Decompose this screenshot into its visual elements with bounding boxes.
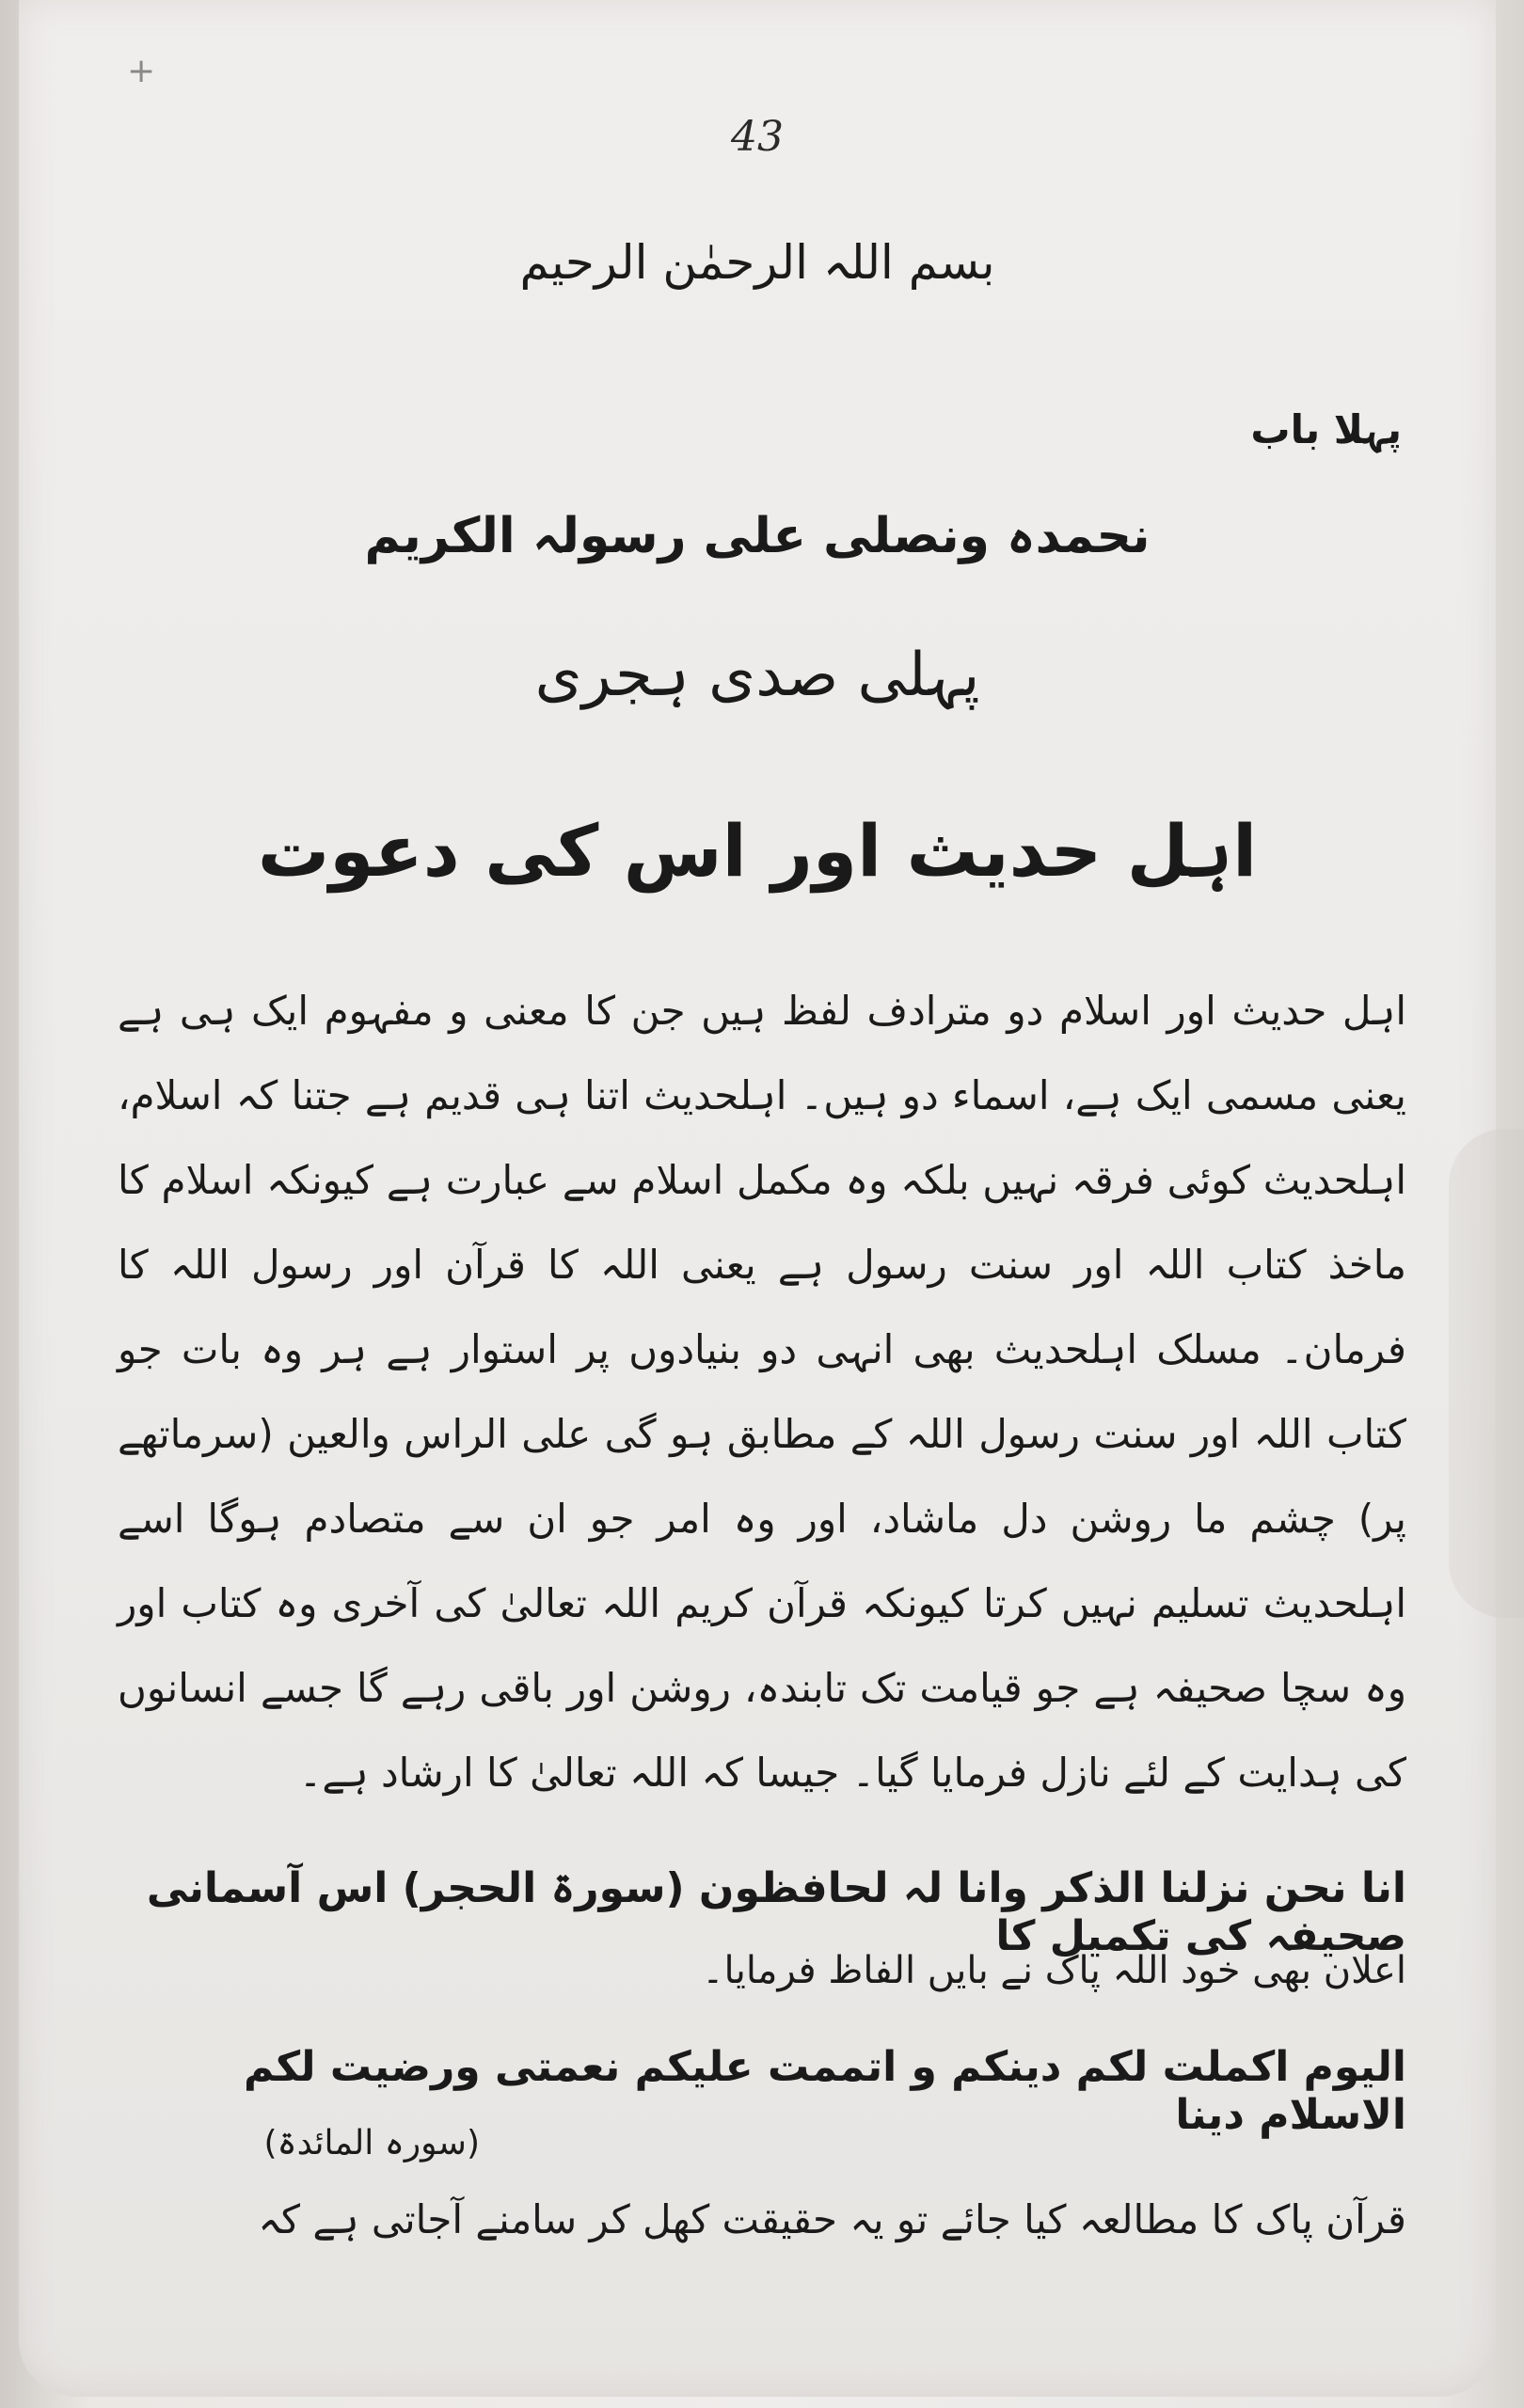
body-paragraph	[118, 969, 1406, 1815]
book-page	[19, 0, 1496, 2397]
praise-line: نحمدہ ونصلی علی رسولہ الکریم	[364, 508, 1151, 564]
century-heading: پہلی صدی ہجری	[534, 641, 980, 710]
page-number: 43	[731, 113, 784, 161]
paragraph-1: اہل حدیث اور اسلام دو مترادف لفظ ہیں جن کا معنی و مفہوم ایک ہی ہے یعنی مسمی ایک ہے، اسماء دو ہیں۔ اہلحدیث اتنا ہی قدیم ہے جتنا کہ اسلام، اہلحدیث کوئی فرقہ نہیں بلکہ وہ مکمل اسلام سے عبارت ہے کیونکہ اسلام کا ماخذ کتاب اللہ اور سنت رسول ہے یعنی اللہ کا قرآن اور رسول اللہ کا فرمان۔ مسلک اہلحدیث بھی انہی دو بنیادوں پر استوار ہے ہر وہ بات جو کتاب اللہ اور سنت رسول اللہ کے مطابق ہو گی علی الراس والعین (سرماتھے پر) چشم ما روشن دل ماشاد، اور وہ امر جو ان سے متصادم ہوگا اسے اہلحدیث تسلیم نہیں کرتا کیونکہ قرآن کریم اللہ تعالیٰ کی آخری وہ کتاب اور وہ سچا صحیفہ ہے جو قیامت تک تابندہ، روشن اور باقی رہے گا جسے انسانوں کی ہدایت کے لئے نازل فرمایا گیا۔ جیسا کہ اللہ تعالیٰ کا ارشاد ہے۔	[118, 988, 1406, 1796]
quran-quote-2: الیوم اکملت لکم دینکم و اتممت علیکم نعمتی ورضیت لکم الاسلام دینا	[243, 2043, 1406, 2139]
last-line: قرآن پاک کا مطالعہ کیا جائے تو یہ حقیقت کھل کر سامنے آجاتی ہے کہ	[258, 2196, 1406, 2242]
quote-1-continuation: اعلان بھی خود اللہ پاک نے بایں الفاظ فرمایا۔	[702, 1949, 1406, 1992]
bismillah: بسم اللہ الرحمٰن الرحیم	[519, 235, 995, 290]
main-heading: اہل حدیث اور اس کی دعوت	[257, 809, 1258, 893]
thumb-shadow	[1449, 1129, 1524, 1618]
chapter-label: پہلا باب	[1250, 406, 1402, 452]
quran-quote-1: انا نحن نزلنا الذکر وانا لہ لحافظون (سورۃ الحجر) اس آسمانی صحیفہ کی تکمیل کا	[146, 1864, 1406, 1960]
margin-mark: +	[127, 52, 156, 90]
surah-reference: (سورہ المائدۃ)	[263, 2124, 480, 2162]
